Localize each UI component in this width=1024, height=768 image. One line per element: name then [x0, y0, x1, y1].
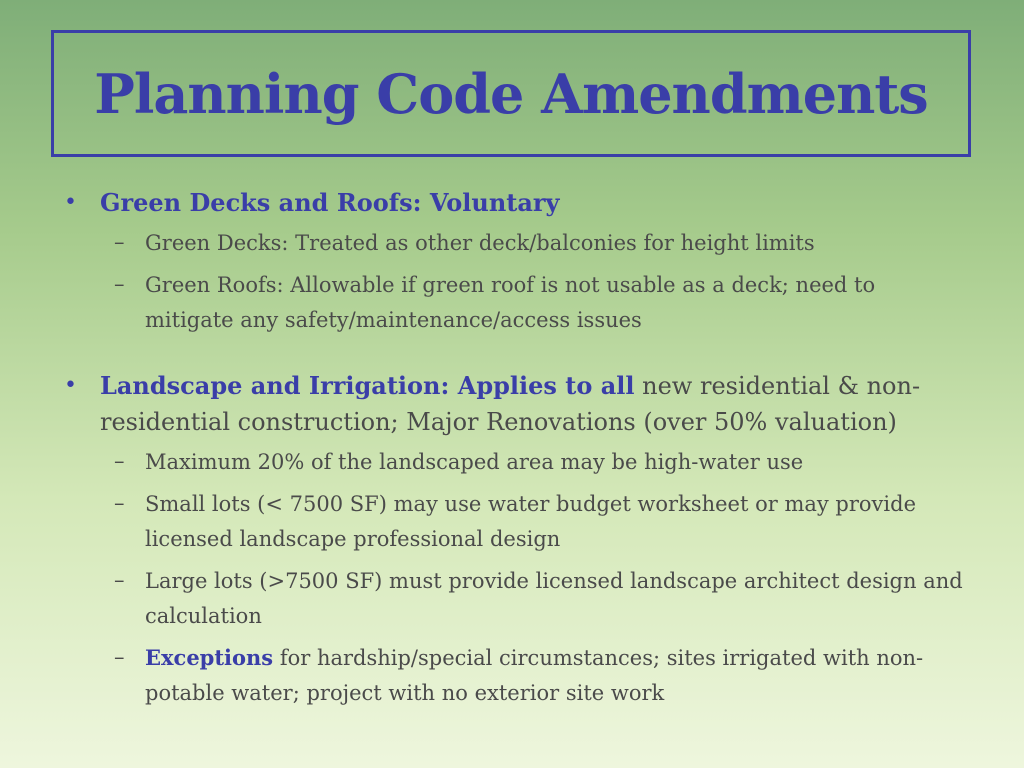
- bullet-icon: •: [64, 373, 77, 398]
- slide-content: [64, 185, 964, 717]
- sub-list: [64, 444, 964, 711]
- slide-title: Planning Code Amendments: [94, 61, 928, 126]
- sub-item: [64, 486, 964, 557]
- sub-item: [64, 640, 964, 711]
- bullet-heading: Landscape and Irrigation: Applies to all: [100, 371, 635, 400]
- dash-icon: –: [114, 645, 125, 669]
- sub-item: [64, 267, 964, 338]
- sub-item-text: Green Roofs: Allowable if green roof is not usable as a deck; need to mitigate any safety/maintenance/access issues: [145, 273, 876, 332]
- sub-item-text: Maximum 20% of the landscaped area may be high-water use: [145, 450, 804, 474]
- sub-item-text: Small lots (< 7500 SF) may use water budget worksheet or may provide licensed landscape professional design: [145, 492, 916, 551]
- dash-icon: –: [114, 230, 125, 254]
- dash-icon: –: [114, 491, 125, 515]
- sub-item-text: for hardship/special circumstances; sites irrigated with non-potable water; project with no exterior site work: [145, 646, 924, 705]
- sub-item: [64, 225, 964, 261]
- bullet-landscape-irrigation: [64, 368, 964, 440]
- spacer: [64, 344, 964, 368]
- bullet-text: new residential & non-residential construction; Major Renovations (over 50% valuation): [100, 372, 921, 436]
- sub-item-text: Green Decks: Treated as other deck/balconies for height limits: [145, 231, 815, 255]
- sub-list: [64, 225, 964, 338]
- sub-item-highlight: Exceptions: [145, 645, 274, 670]
- title-box: [51, 30, 971, 157]
- sub-item-text: Large lots (>7500 SF) must provide licensed landscape architect design and calculation: [145, 569, 963, 628]
- sub-item: [64, 444, 964, 480]
- bullet-heading: Green Decks and Roofs: Voluntary: [100, 188, 560, 217]
- sub-item: [64, 563, 964, 634]
- dash-icon: –: [114, 449, 125, 473]
- bullet-icon: •: [64, 190, 77, 215]
- dash-icon: –: [114, 568, 125, 592]
- dash-icon: –: [114, 272, 125, 296]
- bullet-green-decks-roofs: [64, 185, 964, 221]
